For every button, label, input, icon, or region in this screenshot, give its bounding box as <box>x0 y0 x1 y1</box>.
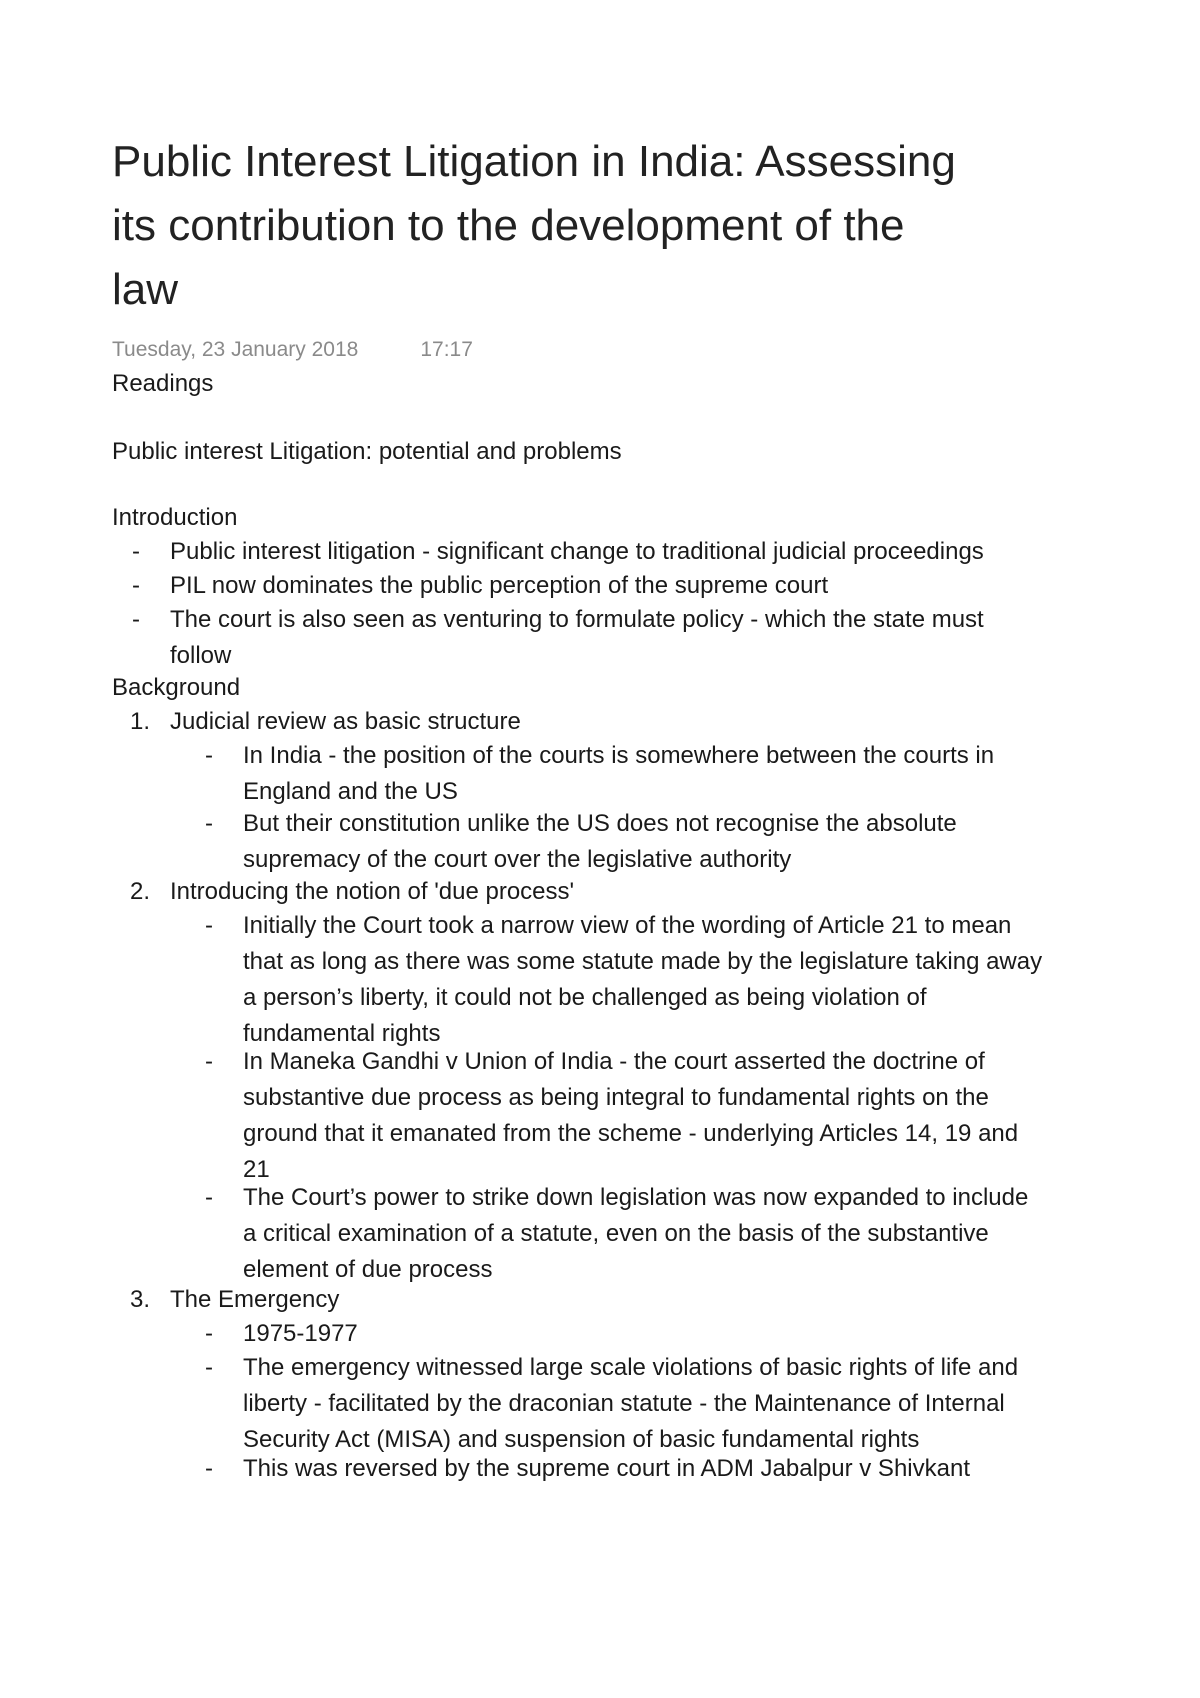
list-item-text: 21 <box>243 1156 270 1183</box>
dash-marker: - <box>205 1048 213 1075</box>
item-number: 3. <box>130 1286 151 1313</box>
list-item-text: substantive due process as being integral to fundamental rights on the <box>243 1084 989 1111</box>
list-item-text: element of due process <box>243 1256 493 1283</box>
list-item-text: In India - the position of the courts is somewhere between the courts in <box>243 742 995 769</box>
section-subtitle: Public interest Litigation: potential and problems <box>112 438 622 465</box>
dash-marker: - <box>205 1455 213 1482</box>
time-text: 17:17 <box>420 338 473 361</box>
dash-marker: - <box>205 1184 213 1211</box>
list-item-text: follow <box>170 642 232 669</box>
numbered-item-label: The Emergency <box>170 1286 340 1313</box>
list-item-text: 1975-1977 <box>243 1320 358 1347</box>
item-number: 1. <box>130 708 151 735</box>
title-line: its contribution to the development of the <box>112 201 905 250</box>
note-page <box>112 0 1172 1596</box>
dash-marker: - <box>132 538 140 565</box>
list-item-text: liberty - facilitated by the draconian statute - the Maintenance of Internal <box>243 1390 1005 1417</box>
dash-marker: - <box>205 912 213 939</box>
numbered-item-label: Judicial review as basic structure <box>170 708 521 735</box>
list-item-text: But their constitution unlike the US does not recognise the absolute <box>243 810 957 837</box>
list-item-text: Security Act (MISA) and suspension of basic fundamental rights <box>243 1426 920 1453</box>
list-item-text: a person’s liberty, it could not be challenged as being violation of <box>243 984 927 1011</box>
item-number: 2. <box>130 878 151 905</box>
introduction-heading: Introduction <box>112 504 238 531</box>
dash-marker: - <box>205 1320 213 1347</box>
list-item-text: fundamental rights <box>243 1020 441 1047</box>
readings-label: Readings <box>112 370 214 397</box>
dash-marker: - <box>205 742 213 769</box>
list-item-text: Public interest litigation - significant change to traditional judicial proceedings <box>170 538 984 565</box>
page-timestamp <box>112 338 473 362</box>
date-text: Tuesday, 23 January 2018 <box>112 338 359 361</box>
list-item-text: Initially the Court took a narrow view of the wording of Article 21 to mean <box>243 912 1012 939</box>
title-line: Public Interest Litigation in India: Assessing <box>112 137 956 186</box>
dash-marker: - <box>205 810 213 837</box>
list-item-text: In Maneka Gandhi v Union of India - the court asserted the doctrine of <box>243 1048 985 1075</box>
list-item-text: PIL now dominates the public perception of the supreme court <box>170 572 829 599</box>
page-title <box>112 130 1112 322</box>
list-item-text: supremacy of the court over the legislative authority <box>243 846 792 873</box>
dash-marker: - <box>132 572 140 599</box>
list-item-text: ground that it emanated from the scheme - underlying Articles 14, 19 and <box>243 1120 1019 1147</box>
background-heading: Background <box>112 674 241 701</box>
list-item-text: The Court’s power to strike down legislation was now expanded to include <box>243 1184 1029 1211</box>
list-item-text: The emergency witnessed large scale violations of basic rights of life and <box>243 1354 1019 1381</box>
list-item-text: a critical examination of a statute, even on the basis of the substantive <box>243 1220 989 1247</box>
list-item-text: The court is also seen as venturing to formulate policy - which the state must <box>170 606 984 633</box>
list-item-text: England and the US <box>243 778 458 805</box>
dash-marker: - <box>132 606 140 633</box>
dash-marker: - <box>205 1354 213 1381</box>
list-item-text: This was reversed by the supreme court in ADM Jabalpur v Shivkant <box>243 1455 970 1482</box>
numbered-item-label: Introducing the notion of 'due process' <box>170 878 575 905</box>
title-line: law <box>112 265 179 314</box>
list-item-text: that as long as there was some statute made by the legislature taking away <box>243 948 1043 975</box>
